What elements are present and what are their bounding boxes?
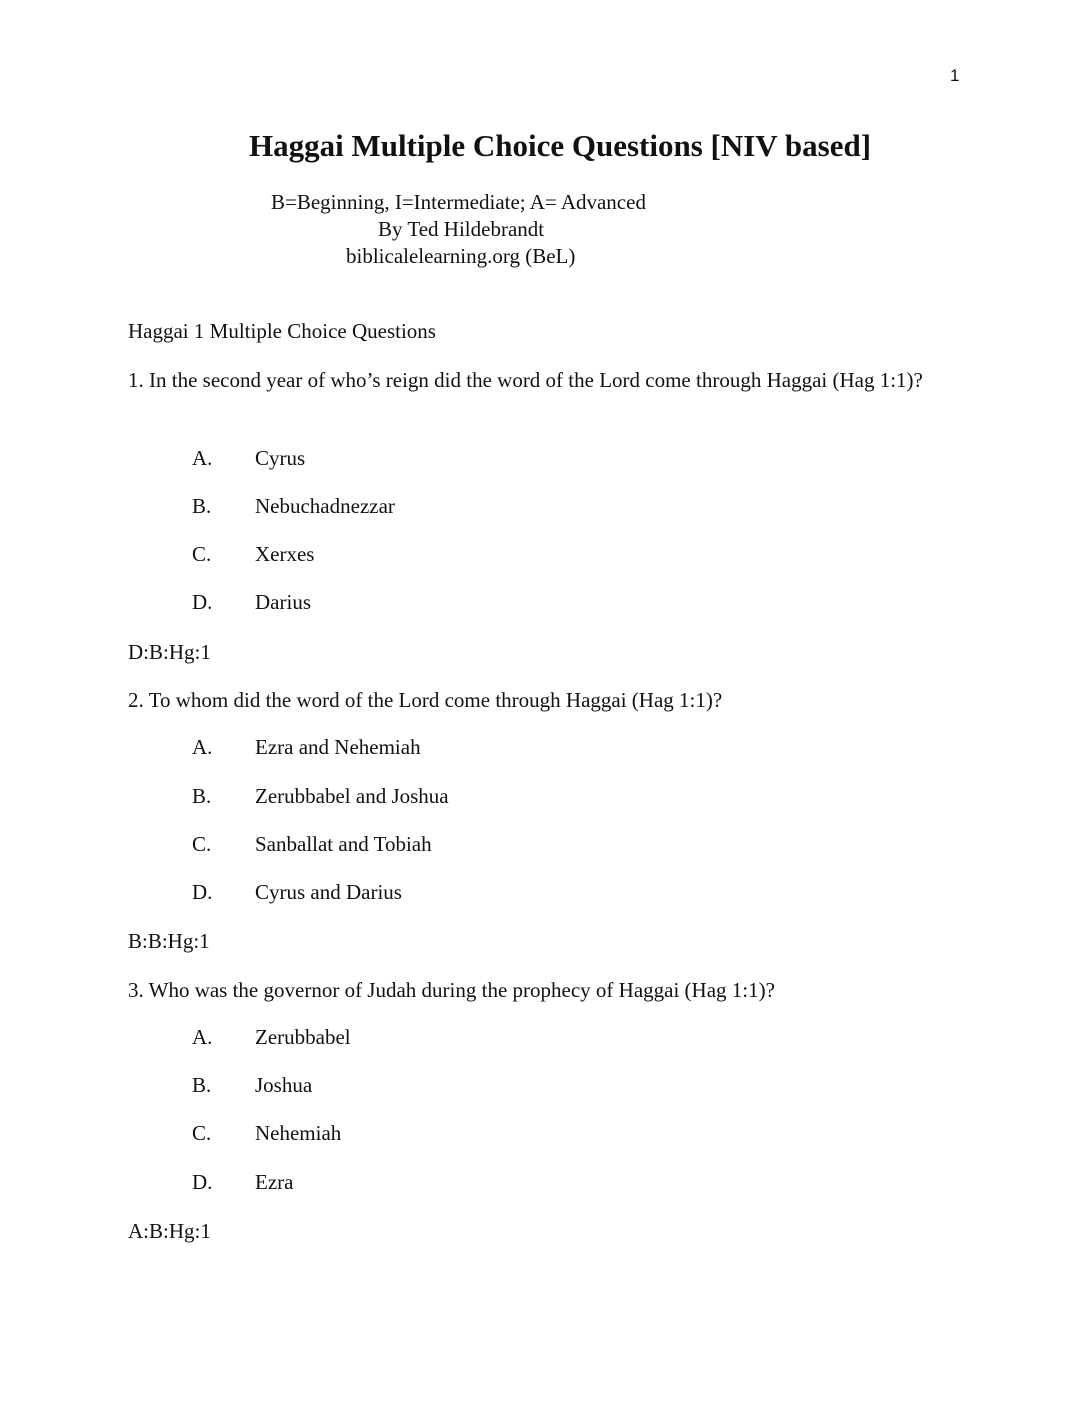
option-letter: C. (192, 832, 212, 856)
page-number: 1 (950, 66, 960, 85)
option-letter: B. (192, 1073, 212, 1097)
question-1-text: 1. In the second year of who’s reign did the word of the Lord come through Haggai (Hag 1:1)? (128, 368, 923, 392)
option-text: Ezra and Nehemiah (255, 735, 421, 759)
option-text: Nehemiah (255, 1121, 342, 1145)
question-1-option-d (192, 590, 311, 615)
option-text: Cyrus and Darius (255, 880, 402, 904)
question-3-answer-key: A:B:Hg:1 (128, 1219, 211, 1243)
question-3-text: 3. Who was the governor of Judah during the prophecy of Haggai (Hag 1:1)? (128, 978, 775, 1002)
question-1-option-c (192, 542, 314, 567)
question-2-answer-key: B:B:Hg:1 (128, 929, 210, 953)
option-text: Sanballat and Tobiah (255, 832, 432, 856)
question-1-option-a (192, 446, 305, 471)
option-letter: B. (192, 784, 212, 808)
option-text: Nebuchadnezzar (255, 494, 395, 518)
option-text: Zerubbabel and Joshua (255, 784, 449, 808)
option-letter: A. (192, 1025, 213, 1049)
section-heading: Haggai 1 Multiple Choice Questions (128, 319, 436, 343)
option-text: Xerxes (255, 542, 315, 566)
question-3-option-b (192, 1073, 312, 1098)
author-line: By Ted Hildebrandt (378, 217, 545, 241)
option-letter: D. (192, 1170, 213, 1194)
option-letter: C. (192, 1121, 212, 1145)
website-line: biblicalelearning.org (BeL) (346, 244, 576, 268)
question-2-option-a (192, 735, 421, 760)
question-2-option-d (192, 880, 402, 905)
option-text: Zerubbabel (255, 1025, 351, 1049)
option-letter: D. (192, 590, 213, 614)
option-letter: B. (192, 494, 212, 518)
question-3-option-d (192, 1170, 293, 1195)
option-text: Darius (255, 590, 311, 614)
question-1-answer-key: D:B:Hg:1 (128, 640, 211, 664)
question-1-option-b (192, 494, 395, 519)
option-text: Ezra (255, 1170, 294, 1194)
difficulty-legend: B=Beginning, I=Intermediate; A= Advanced (271, 190, 646, 214)
question-2-option-b (192, 784, 449, 809)
question-3-option-a (192, 1025, 351, 1050)
document-title: Haggai Multiple Choice Questions [NIV based] (248, 128, 872, 163)
option-letter: A. (192, 735, 213, 759)
option-letter: D. (192, 880, 213, 904)
question-2-text: 2. To whom did the word of the Lord come through Haggai (Hag 1:1)? (128, 688, 723, 712)
option-letter: C. (192, 542, 212, 566)
option-letter: A. (192, 446, 213, 470)
question-3-option-c (192, 1121, 341, 1146)
option-text: Cyrus (255, 446, 306, 470)
question-2-option-c (192, 832, 432, 857)
option-text: Joshua (255, 1073, 313, 1097)
